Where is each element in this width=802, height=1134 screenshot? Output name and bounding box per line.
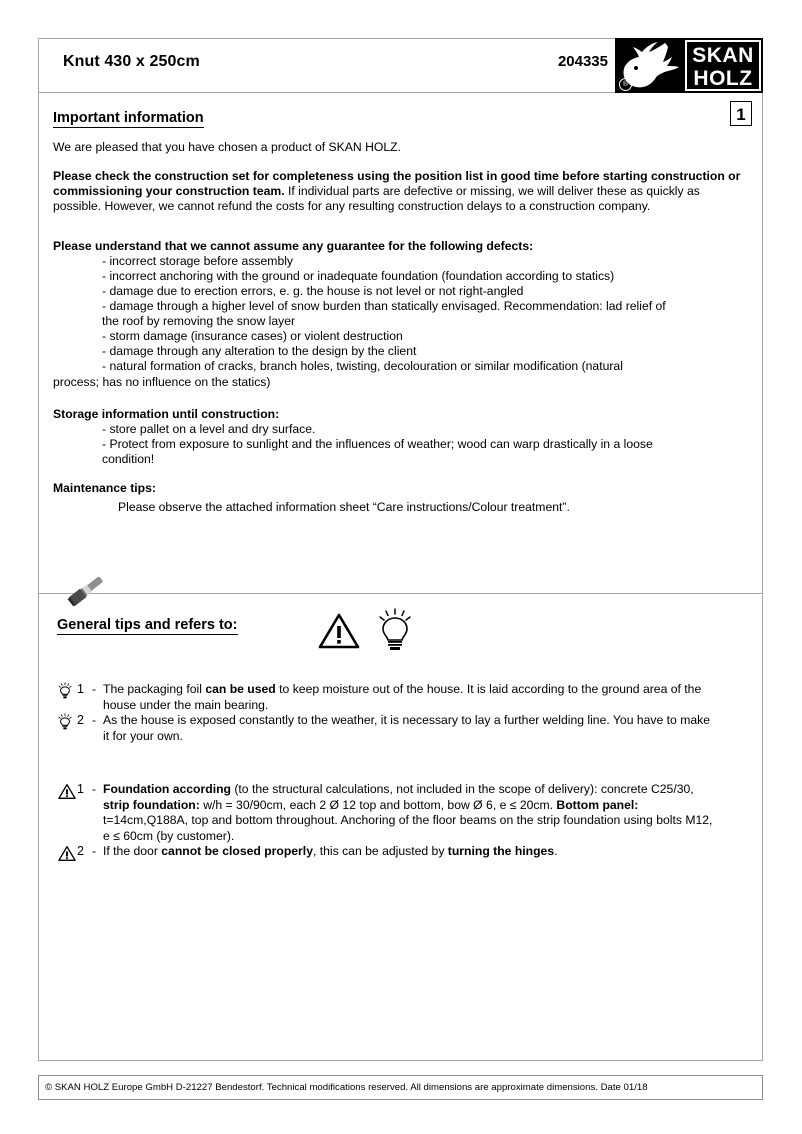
- intro-paragraph: We are pleased that you have chosen a product of SKAN HOLZ.: [53, 140, 401, 154]
- page-number-badge: 1: [730, 101, 752, 126]
- lightbulb-icon: [57, 713, 79, 732]
- tip-dash: -: [92, 682, 97, 696]
- page-title: Knut 430 x 250cm: [63, 53, 200, 70]
- list-item: - storm damage (insurance cases) or violent destruction: [102, 329, 403, 344]
- tip-number: 1: [77, 782, 84, 796]
- logo-line-holz: HOLZ: [693, 67, 753, 90]
- document-footer: © SKAN HOLZ Europe GmbH D-21227 Bendestorf. Technical modifications reserved. All dimensions are approximate dimensions. Date 01/18: [38, 1075, 763, 1100]
- tip-dash: -: [92, 844, 97, 859]
- article-number: 204335: [557, 53, 608, 70]
- skan-holz-logo: [615, 38, 763, 93]
- tip-number: 2: [77, 713, 84, 728]
- warning-tips-list: [45, 782, 761, 860]
- warn-text-bold: cannot be closed properly: [161, 844, 313, 859]
- tip-text-bold: can be used: [205, 682, 276, 696]
- bulb-tips-list: [45, 682, 757, 744]
- document-header: [39, 39, 762, 93]
- storage-block: [53, 407, 753, 467]
- document-page: [38, 38, 763, 1061]
- registered-trademark-icon: ®: [619, 78, 632, 91]
- list-item: - incorrect storage before assembly: [102, 253, 294, 268]
- defects-block: [53, 239, 753, 390]
- warn-text-line3: t=14cm,Q188A, top and bottom throughout. Anchoring of the floor beams on the strip foundation using bolts M12,: [103, 813, 713, 828]
- list-item: - store pallet on a level and dry surface.: [102, 421, 316, 436]
- maintenance-block: [53, 481, 753, 515]
- tip-dash: -: [92, 782, 97, 796]
- tip-number: 1: [77, 682, 84, 696]
- completeness-rest-text: If individual parts are defective or missing, we will deliver these as quickly as possible. However, we cannot refund the costs for any resulting construction delays to a construction company.: [53, 183, 700, 213]
- tip-text-part: to keep moisture out of the house. It is laid according to the ground area of the: [275, 682, 702, 696]
- list-item: [45, 713, 757, 744]
- general-tips-heading: General tips and refers to:: [57, 617, 238, 633]
- list-item-continuation: condition!: [102, 451, 155, 466]
- lightbulb-icon: [377, 608, 413, 652]
- section-important-information: [39, 93, 762, 594]
- defects-list: [53, 254, 753, 390]
- tip-text-part: The packaging foil: [103, 682, 206, 696]
- storage-heading: Storage information until construction:: [53, 407, 280, 421]
- warn-text-line2: [103, 798, 761, 814]
- list-item: - damage through any alteration to the design by the client: [102, 344, 417, 359]
- list-item: - incorrect anchoring with the ground or inadequate foundation (foundation according to statics): [102, 268, 615, 283]
- tip-text-line2: house under the main bearing.: [103, 697, 269, 712]
- tip-dash: -: [92, 713, 97, 728]
- section-general-tips: [39, 594, 762, 1060]
- warn-text-bold: turning the hinges: [447, 844, 555, 859]
- list-item: - damage through a higher level of snow burden than statically envisaged. Recommendation: lad relief of: [102, 299, 666, 314]
- warn-text-bold: strip foundation:: [103, 797, 200, 812]
- warn-text-part: .: [554, 844, 558, 859]
- warn-text-part: (to the structural calculations, not included in the scope of delivery): concrete C25/30,: [230, 782, 694, 796]
- maintenance-heading: Maintenance tips:: [53, 481, 156, 495]
- list-item: [45, 782, 761, 844]
- warn-text-bold: Foundation according: [103, 782, 231, 796]
- list-item: - Protect from exposure to sunlight and the influences of weather; wood can warp drastically in a loose: [102, 436, 653, 451]
- lightbulb-icon: [57, 682, 79, 701]
- tip-number: 2: [77, 844, 84, 859]
- maintenance-text: Please observe the attached information sheet “Care instructions/Colour treatment”.: [118, 499, 570, 514]
- list-item-continuation: process; has no influence on the statics): [53, 374, 271, 389]
- list-item: - damage due to erection errors, e. g. the house is not level or not right-angled: [102, 283, 524, 298]
- warn-text-part: , this can be adjusted by: [312, 844, 448, 859]
- warning-triangle-icon: [317, 611, 361, 651]
- defects-heading: Please understand that we cannot assume any guarantee for the following defects:: [53, 239, 534, 253]
- list-item: - natural formation of cracks, branch holes, twisting, decolouration or similar modification (natural: [102, 359, 623, 374]
- warn-text-part: w/h = 30/90cm, each 2 Ø 12 top and bottom, bow Ø 6, e ≤ 20cm.: [199, 797, 557, 812]
- warning-triangle-icon: [57, 783, 79, 803]
- important-information-heading: Important information: [53, 110, 204, 126]
- tip-text-part: As the house is exposed constantly to the weather, it is necessary to lay a further welding line. You have to make: [103, 713, 711, 728]
- warn-text-line4: e ≤ 60cm (by customer).: [103, 828, 235, 843]
- warning-triangle-icon: [57, 845, 79, 865]
- logo-wordmark: [685, 40, 761, 91]
- storage-list: [53, 422, 753, 467]
- completeness-bold-text: Please check the construction set for completeness using the position list in good time before starting construction or commissioning your construction team.: [53, 169, 741, 198]
- list-item: [45, 844, 761, 860]
- logo-line-skan: SKAN: [692, 44, 754, 67]
- warn-text-part: If the door: [103, 844, 162, 859]
- tip-text-line2: it for your own.: [103, 728, 183, 743]
- list-item-continuation: the roof by removing the snow layer: [102, 314, 296, 329]
- completeness-paragraph: [53, 169, 746, 213]
- list-item: [45, 682, 757, 713]
- warn-text-bold: Bottom panel:: [556, 797, 639, 812]
